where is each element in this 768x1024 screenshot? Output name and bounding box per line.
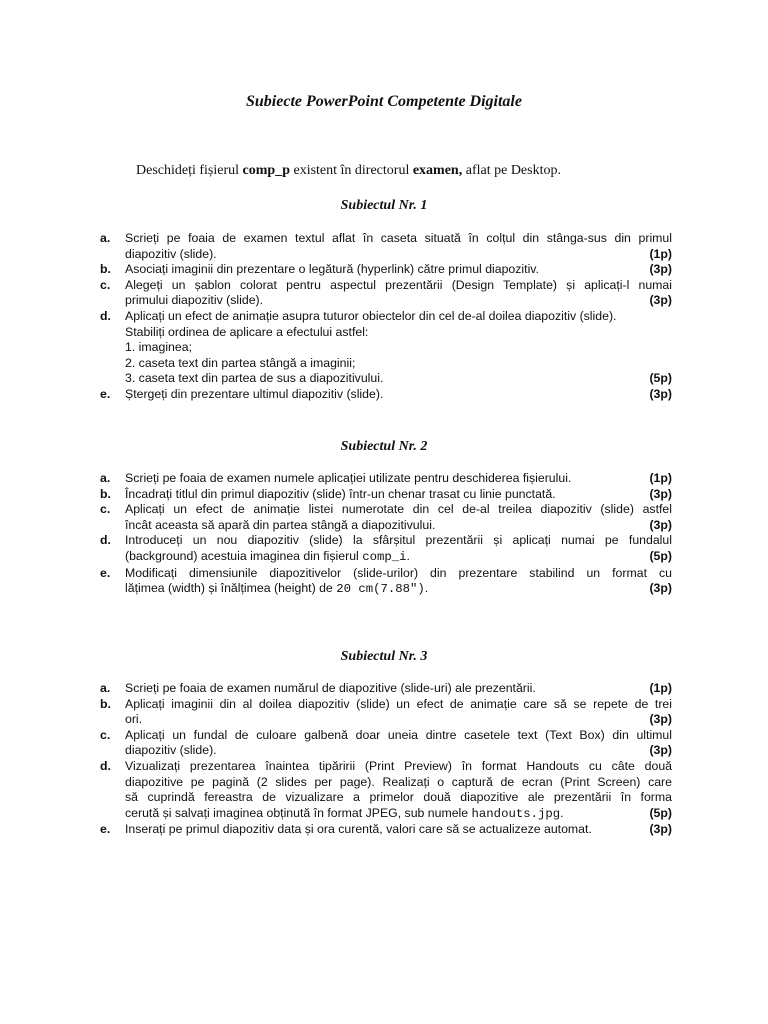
dimension-code: 20 cm(7.88") — [336, 582, 425, 597]
file-name-code: comp_i — [362, 549, 407, 564]
item-text: Inserați pe primul diapozitiv data și ora curentă, valori care să se actualizeze automat. — [125, 822, 592, 837]
intro-directory-name: examen, — [412, 163, 463, 178]
item-letter: d. — [100, 758, 111, 773]
item-text-part: cerută și salvați imaginea obținută în format JPEG, sub numele — [125, 805, 472, 820]
item-text: Aplicați un fundal de culoare galbenă doar uneia dintre casetele text (Text Box) din ultimul — [125, 727, 672, 742]
item-text: Scrieți pe foaia de examen numărul de diapozitive (slide-uri) ale prezentării. — [125, 681, 536, 695]
list-item — [100, 309, 672, 387]
list-item — [100, 566, 672, 598]
item-letter: b. — [100, 262, 111, 277]
item-points: (3p) — [649, 293, 672, 308]
section-2-title: Subiectul Nr. 2 — [340, 439, 428, 454]
item-text: Aplicați imaginii din al doilea diapozitiv (slide) un efect de animație care să se repete de trei — [125, 696, 672, 711]
item-points: (5p) — [649, 371, 672, 386]
intro-text: Deschideți fișierul — [136, 163, 243, 178]
item-letter: d. — [100, 308, 111, 323]
item-text: 1. imaginea; — [125, 340, 192, 355]
item-text: 2. caseta text din partea stângă a imaginii; — [125, 355, 356, 370]
item-text: 3. caseta text din partea de sus a diapozitivului. — [125, 371, 384, 386]
item-points: (1p) — [649, 681, 672, 695]
item-letter: b. — [100, 486, 111, 501]
section-1-list — [100, 231, 672, 403]
item-letter: e. — [100, 386, 111, 401]
item-letter: b. — [100, 696, 111, 711]
item-points: (3p) — [649, 517, 672, 532]
item-text-part: . — [406, 548, 410, 563]
item-points: (3p) — [649, 262, 672, 277]
item-text: Asociați imaginii din prezentare o legătură (hyperlink) către primul diapozitiv. — [125, 262, 539, 277]
item-letter: c. — [100, 727, 111, 742]
item-points: (3p) — [649, 743, 672, 758]
item-text: diapozitiv (slide). — [125, 743, 217, 758]
item-letter: a. — [100, 231, 111, 245]
list-item — [100, 533, 672, 565]
item-letter: a. — [100, 471, 111, 485]
list-item — [100, 487, 672, 503]
item-letter: c. — [100, 502, 111, 517]
intro-text: existent în directorul — [289, 163, 413, 178]
list-item — [100, 502, 672, 533]
item-text-part: lățimea (width) și înălțimea (height) de — [125, 581, 337, 596]
section-3-title: Subiectul Nr. 3 — [340, 649, 428, 664]
file-name-code: handouts.jpg — [471, 806, 561, 821]
item-points: (5p) — [649, 805, 672, 820]
document-title: Subiecte PowerPoint Competente Digitale — [246, 93, 522, 110]
item-text-part: (background) acestuia imaginea din fișierul — [125, 548, 363, 563]
item-text: Stabiliți ordinea de aplicare a efectului astfel: — [125, 324, 369, 339]
item-text: încât aceasta să apară din partea stângă a diapozitivului. — [125, 517, 436, 532]
item-text: Vizualizați prezentarea înaintea tipăririi (Print Preview) în format Handouts cu câte două — [125, 758, 672, 773]
list-item — [100, 262, 672, 278]
item-text: să cuprindă fereastra de vizualizare a primelor două diapozitive ale prezentării în forma — [125, 790, 672, 805]
item-text: Scrieți pe foaia de examen numele aplicației utilizate pentru deschiderea fișierului. — [125, 471, 572, 485]
section-1-title: Subiectul Nr. 1 — [340, 198, 428, 213]
list-item — [100, 759, 672, 822]
item-text: Ștergeți din prezentare ultimul diapozitiv (slide). — [125, 386, 384, 401]
item-text — [125, 806, 564, 823]
item-text-part: . — [560, 805, 564, 820]
item-points: (3p) — [649, 486, 672, 501]
intro-paragraph — [136, 163, 561, 179]
item-points: (3p) — [649, 386, 672, 401]
item-points: (1p) — [649, 246, 672, 261]
list-item — [100, 278, 672, 309]
item-text: Aplicați un efect de animație listei numerotate din cel de-al treilea diapozitiv (slide) astfel — [125, 502, 672, 517]
item-points: (3p) — [649, 712, 672, 727]
item-text: Introduceți un nou diapozitiv (slide) la sfârșitul prezentării și aplicați numai pe fundalul — [125, 533, 672, 548]
item-text: Modificați dimensiunile diapozitivelor (slide-urilor) din prezentare stabilind un format cu — [125, 565, 672, 580]
item-letter: e. — [100, 822, 111, 837]
item-text-part: . — [424, 581, 429, 596]
list-item — [100, 822, 672, 838]
item-letter: e. — [100, 565, 111, 580]
item-letter: d. — [100, 533, 111, 548]
item-text — [125, 549, 410, 566]
list-item — [100, 471, 672, 487]
item-points: (3p) — [649, 581, 672, 596]
item-text: Alegeți un șablon colorat pentru aspectul prezentării (Design Template) și aplicați-l numai — [125, 277, 672, 292]
intro-text: aflat pe Desktop. — [462, 163, 561, 178]
item-points: (5p) — [649, 548, 672, 563]
item-text: Scrieți pe foaia de examen textul aflat în caseta situată în colțul din stânga-sus din primul — [125, 231, 672, 245]
section-3-list — [100, 681, 672, 838]
item-letter: c. — [100, 277, 111, 292]
item-text: primului diapozitiv (slide). — [125, 293, 264, 308]
item-text: ori. — [125, 712, 143, 727]
list-item — [100, 231, 672, 262]
list-item — [100, 728, 672, 759]
item-points: (3p) — [649, 822, 672, 837]
item-text: Încadrați titlul din primul diapozitiv (slide) într-un chenar trasat cu linie punctată. — [125, 486, 556, 501]
section-2-list — [100, 471, 672, 598]
list-item — [100, 387, 672, 403]
item-text: diapozitiv (slide). — [125, 246, 217, 261]
list-item — [100, 681, 672, 697]
list-item — [100, 697, 672, 728]
intro-file-name: comp_p — [242, 163, 290, 178]
item-text — [125, 581, 428, 598]
item-text: diapozitive pe pagină (2 slides per page). Realizați o captură de ecran (Print Screen) care — [125, 774, 672, 789]
item-letter: a. — [100, 681, 111, 695]
item-points: (1p) — [649, 471, 672, 485]
item-text: Aplicați un efect de animație asupra tuturor obiectelor din cel de-al doilea diapozitiv (slide). — [125, 308, 617, 323]
